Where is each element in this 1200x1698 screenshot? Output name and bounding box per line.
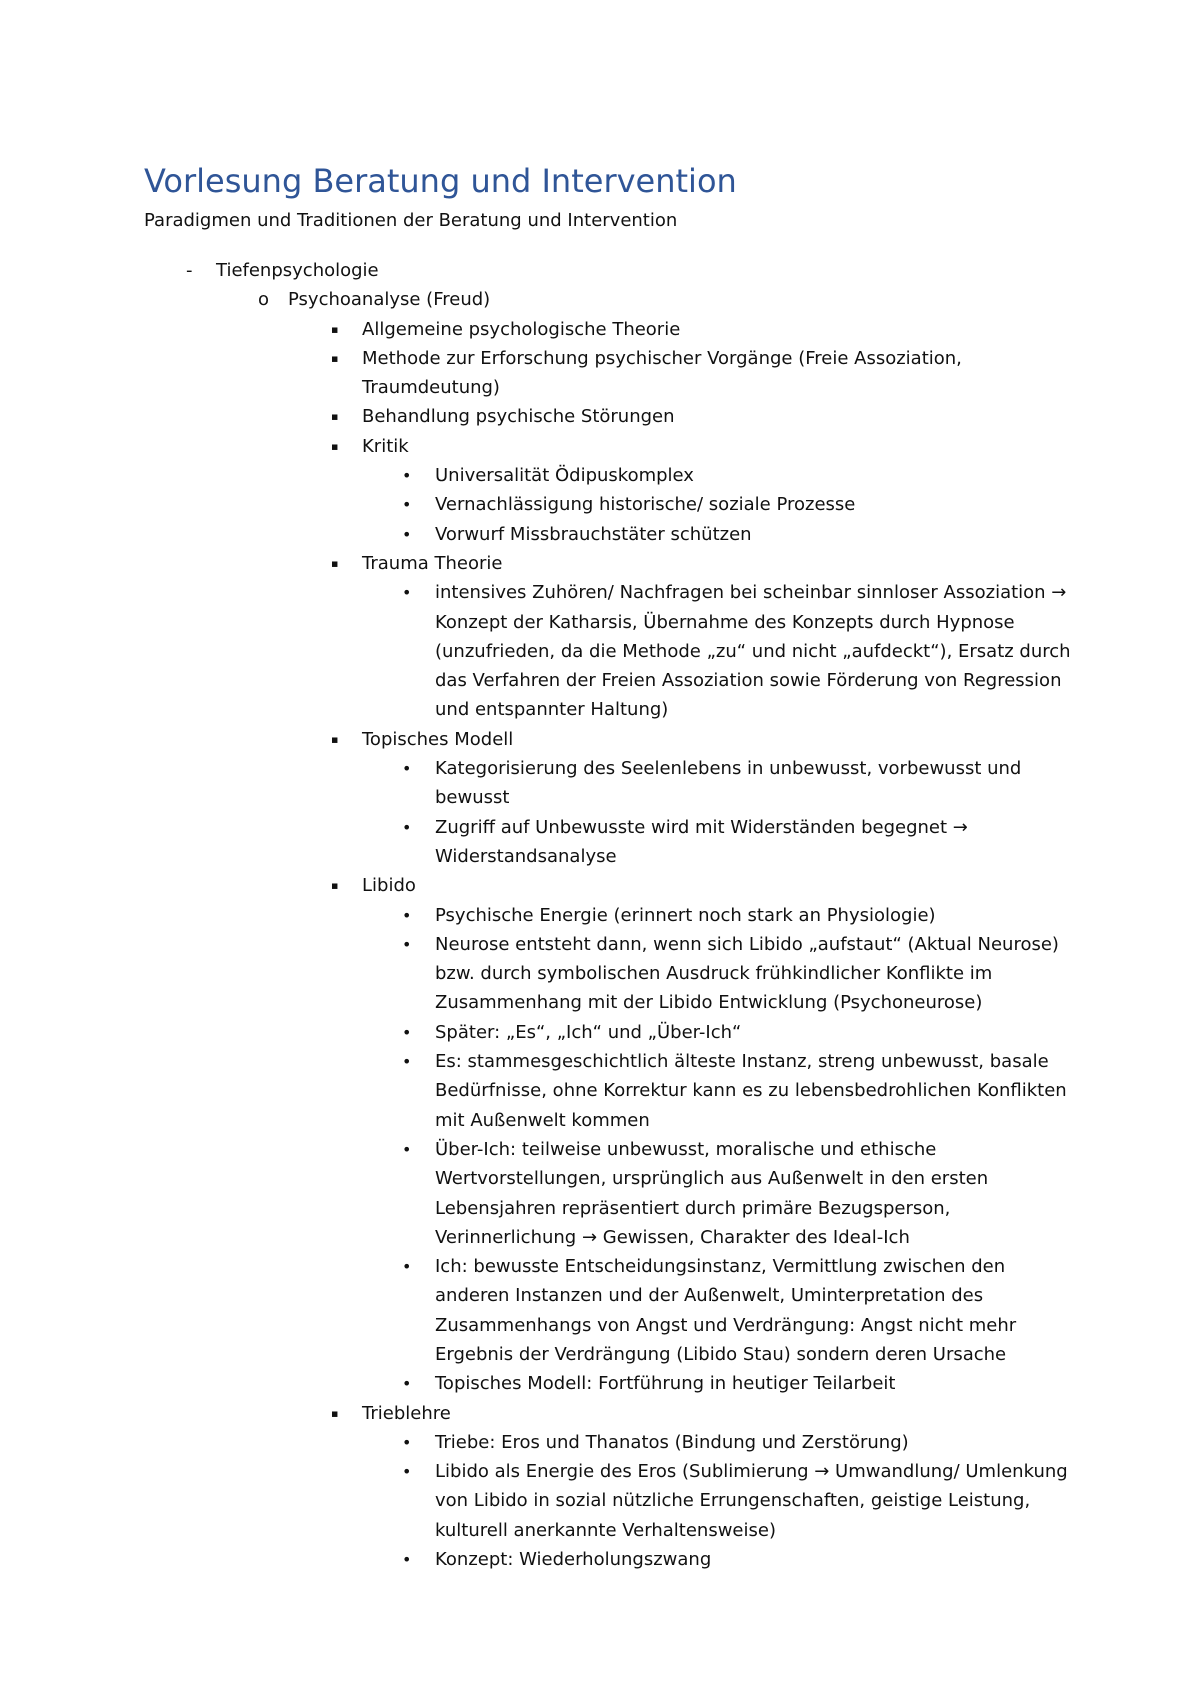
document-title: Vorlesung Beratung und Intervention — [144, 162, 737, 200]
outline-item-level-4 — [0, 813, 1080, 872]
square-bullet-icon: ▪ — [331, 322, 339, 336]
outline-item-level-3 — [0, 402, 1080, 431]
outline-item-level-3 — [0, 315, 1080, 344]
outline-item-level-3 — [0, 1399, 1080, 1428]
outline-item-text: Libido — [362, 875, 416, 897]
square-bullet-icon: ▪ — [331, 351, 339, 365]
bullet-bullet-icon: • — [402, 1374, 412, 1394]
outline-item-level-4 — [0, 1457, 1080, 1545]
outline-list — [0, 256, 1200, 1574]
outline-item-text: Behandlung psychische Störungen — [362, 406, 675, 428]
outline-item-level-2 — [0, 285, 1080, 314]
outline-item-level-1 — [0, 256, 1080, 285]
outline-item-text: Topisches Modell — [362, 728, 514, 750]
bullet-bullet-icon: • — [402, 1139, 412, 1159]
outline-item-text: Ich: bewusste Entscheidungsinstanz, Vermittlung zwischen den anderen Instanzen und der Außenwelt, Uminterpretation des Zusammenhangs von Angst und Verdrängung: Angst nicht mehr Ergebnis der Verdrängung (Libido Stau) sondern deren Ursache — [435, 1256, 1017, 1365]
bullet-bullet-icon: • — [402, 1052, 412, 1072]
outline-item-text: Libido als Energie des Eros (Sublimierung → Umwandlung/ Umlenkung von Libido in sozial nützliche Errungenschaften, geistige Leistung, kulturell anerkannte Verhaltensweise) — [435, 1461, 1068, 1541]
outline-item-text: Kritik — [362, 435, 409, 457]
outline-item-level-3 — [0, 871, 1080, 900]
outline-item-text: Methode zur Erforschung psychischer Vorgänge (Freie Assoziation, Traumdeutung) — [362, 347, 962, 399]
bullet-bullet-icon: • — [402, 524, 412, 544]
document-subtitle: Paradigmen und Traditionen der Beratung und Intervention — [144, 210, 678, 231]
outline-item-level-4 — [0, 901, 1080, 930]
bullet-bullet-icon: • — [402, 466, 412, 486]
outline-item-level-4 — [0, 1047, 1080, 1135]
bullet-bullet-icon: • — [402, 1022, 412, 1042]
bullet-bullet-icon: • — [402, 934, 412, 954]
bullet-bullet-icon: • — [402, 1462, 412, 1482]
square-bullet-icon: ▪ — [331, 732, 339, 746]
square-bullet-icon: ▪ — [331, 439, 339, 453]
outline-item-level-4 — [0, 1252, 1080, 1369]
outline-item-level-4 — [0, 930, 1080, 1018]
bullet-bullet-icon: • — [402, 759, 412, 779]
outline-item-text: Tiefenpsychologie — [216, 260, 379, 281]
bullet-bullet-icon: • — [402, 583, 412, 603]
outline-item-level-3 — [0, 432, 1080, 461]
outline-item-text: Konzept: Wiederholungszwang — [435, 1549, 712, 1571]
dash-bullet-icon: - — [186, 260, 193, 281]
outline-item-text: Neurose entsteht dann, wenn sich Libido „aufstaut“ (Aktual Neurose) bzw. durch symbolischen Ausdruck frühkindlicher Konflikte im Zusammenhang mit der Libido Entwicklung (Psychoneurose) — [435, 933, 1059, 1014]
outline-item-text: Allgemeine psychologische Theorie — [362, 318, 681, 340]
outline-item-level-4 — [0, 1018, 1080, 1047]
outline-item-text: Es: stammesgeschichtlich älteste Instanz, streng unbewusst, basale Bedürfnisse, ohne Korrektur kann es zu lebensbedrohlichen Konflikten mit Außenwelt kommen — [435, 1051, 1067, 1131]
outline-item-level-4 — [0, 461, 1080, 490]
outline-item-text: Vorwurf Missbrauchstäter schützen — [435, 523, 752, 545]
outline-item-level-4 — [0, 754, 1080, 813]
bullet-bullet-icon: • — [402, 1257, 412, 1277]
outline-item-text: Psychoanalyse (Freud) — [288, 289, 491, 311]
bullet-bullet-icon: • — [402, 495, 412, 515]
outline-item-level-4 — [0, 1428, 1080, 1457]
bullet-bullet-icon: • — [402, 905, 412, 925]
circle-bullet-icon: o — [258, 289, 270, 311]
outline-item-level-3 — [0, 549, 1080, 578]
bullet-bullet-icon: • — [402, 817, 412, 837]
square-bullet-icon: ▪ — [331, 556, 339, 570]
outline-item-text: Zugriff auf Unbewusste wird mit Widerständen begegnet → Widerstandsanalyse — [435, 816, 968, 867]
outline-item-text: Trieblehre — [362, 1402, 451, 1424]
outline-item-level-3 — [0, 344, 1080, 403]
outline-item-text: Trauma Theorie — [362, 552, 503, 574]
outline-item-level-3 — [0, 725, 1080, 754]
outline-item-level-4 — [0, 490, 1080, 519]
square-bullet-icon: ▪ — [331, 410, 339, 424]
outline-item-level-4 — [0, 1135, 1080, 1252]
outline-item-text: Später: „Es“, „Ich“ und „Über-Ich“ — [435, 1021, 742, 1043]
bullet-bullet-icon: • — [402, 1432, 412, 1452]
outline-item-level-4 — [0, 520, 1080, 549]
outline-item-text: Triebe: Eros und Thanatos (Bindung und Zerstörung) — [435, 1431, 909, 1453]
square-bullet-icon: ▪ — [331, 879, 339, 893]
outline-item-text: Universalität Ödipuskomplex — [435, 465, 694, 487]
outline-item-level-4 — [0, 1369, 1080, 1398]
bullet-bullet-icon: • — [402, 1550, 412, 1570]
outline-item-text: Über-Ich: teilweise unbewusst, moralische und ethische Wertvorstellungen, ursprünglich aus Außenwelt in den ersten Lebensjahren repräsentiert durch primäre Bezugsperson, Verinnerlichung → Gewissen, Charakter des Ideal-Ich — [435, 1138, 989, 1248]
square-bullet-icon: ▪ — [331, 1406, 339, 1420]
outline-item-level-4 — [0, 1545, 1080, 1574]
outline-item-text: Kategorisierung des Seelenlebens in unbewusst, vorbewusst und bewusst — [435, 758, 1022, 809]
outline-item-text: Vernachlässigung historische/ soziale Prozesse — [435, 494, 856, 516]
outline-item-level-4 — [0, 578, 1080, 724]
outline-item-text: Psychische Energie (erinnert noch stark an Physiologie) — [435, 904, 936, 926]
outline-item-text: Topisches Modell: Fortführung in heutiger Teilarbeit — [435, 1373, 896, 1395]
outline-item-text: intensives Zuhören/ Nachfragen bei scheinbar sinnloser Assoziation → Konzept der Katharsis, Übernahme des Konzepts durch Hypnose (unzufrieden, da die Methode „zu“ und nicht „aufdeckt“), Ersatz durch das Verfahren der Freien Assoziation sowie Förderung von Regression und entspannter Haltung) — [435, 582, 1071, 721]
